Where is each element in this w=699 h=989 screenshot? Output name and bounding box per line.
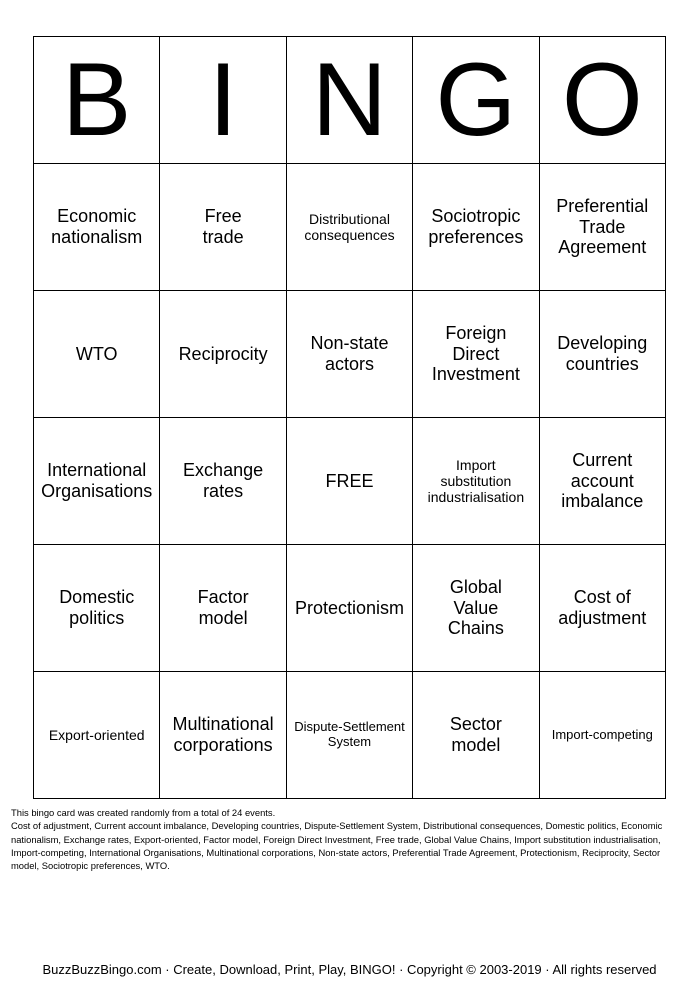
card-cell: Reciprocity <box>160 291 286 418</box>
card-cell: Exchange rates <box>160 418 286 545</box>
card-cell: Distributional consequences <box>286 164 412 291</box>
card-cell: Non-state actors <box>286 291 412 418</box>
header-row <box>34 37 666 164</box>
header-letter-n: N <box>286 37 412 164</box>
header-letter-i: I <box>160 37 286 164</box>
card-cell: Foreign Direct Investment <box>413 291 539 418</box>
card-cell: Import-competing <box>539 672 665 799</box>
card-cell: Free trade <box>160 164 286 291</box>
card-cell: Factor model <box>160 545 286 672</box>
bingo-card <box>33 36 666 799</box>
site-footer: BuzzBuzzBingo.com · Create, Download, Print, Play, BINGO! · Copyright © 2003-2019 · All rights reserved <box>42 962 657 977</box>
card-cell: Export-oriented <box>34 672 160 799</box>
card-cell: Current account imbalance <box>539 418 665 545</box>
card-cell: International Organisations <box>34 418 160 545</box>
card-cell: Multinational corporations <box>160 672 286 799</box>
card-cell: Preferential Trade Agreement <box>539 164 665 291</box>
card-cell: Domestic politics <box>34 545 160 672</box>
card-row <box>34 291 666 418</box>
card-row <box>34 545 666 672</box>
card-cell: Protectionism <box>286 545 412 672</box>
card-cell: WTO <box>34 291 160 418</box>
event-footnote <box>11 806 671 873</box>
header-letter-b: B <box>34 37 160 164</box>
card-cell: Developing countries <box>539 291 665 418</box>
header-letter-o: O <box>539 37 665 164</box>
card-row <box>34 672 666 799</box>
card-row <box>34 418 666 545</box>
card-cell: Dispute-Settlement System <box>286 672 412 799</box>
card-row <box>34 164 666 291</box>
free-space-cell: FREE <box>286 418 412 545</box>
header-letter-g: G <box>413 37 539 164</box>
card-cell: Import substitution industrialisation <box>413 418 539 545</box>
card-cell: Sociotropic preferences <box>413 164 539 291</box>
footnote-event-list: Cost of adjustment, Current account imbalance, Developing countries, Dispute-Settlement System, Distributional consequences, Domestic politics, Economic nationalism, Exchange rates, Export-oriented, Factor model, Foreign Direct Investment, Free trade, Global Value Chains, Import substitution industrialisation, Import-competing, International Organisations, Multinational corporations, Non-state actors, Preferential Trade Agreement, Protectionism, Reciprocity, Sector model, Sociotropic preferences, WTO. <box>11 820 663 872</box>
card-cell: Sector model <box>413 672 539 799</box>
footnote-intro: This bingo card was created randomly from a total of 24 events. <box>11 807 276 818</box>
card-cell: Cost of adjustment <box>539 545 665 672</box>
card-cell: Economic nationalism <box>34 164 160 291</box>
card-cell: Global Value Chains <box>413 545 539 672</box>
